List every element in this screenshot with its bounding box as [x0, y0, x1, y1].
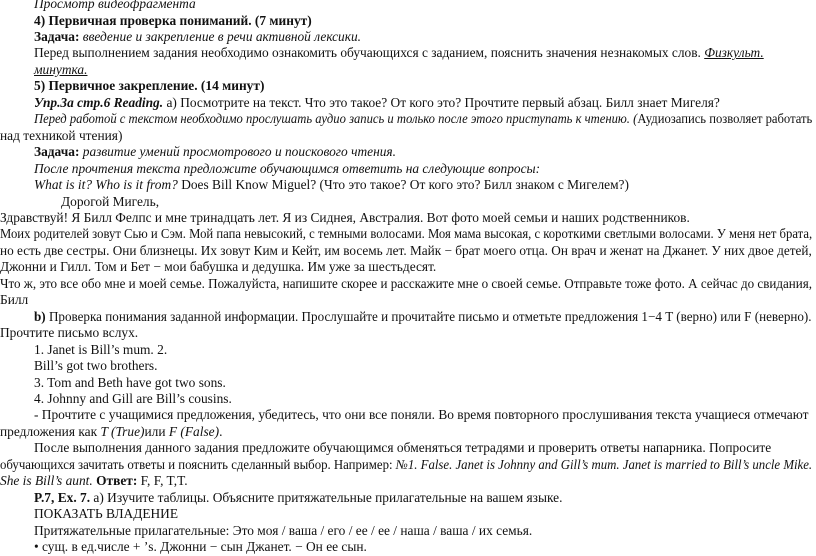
exercise-7-ref: P.7, Ex. 7.	[34, 489, 91, 505]
exercise-text: а) Посмотрите на текст. Что это такое? От кого это? Прочтите первый абзац. Билл знает Мигеля?	[163, 94, 720, 110]
letter-line: но есть две сестры. Они близнецы. Их зовут Ким и Кейт, им восемь лет. Майк − брат моего отца. Он врач и женат на Джанет. У них двое детей,	[0, 242, 812, 258]
answer-text: F, F, T,T.	[137, 473, 188, 489]
questions-english: What is it? Who is it from?	[34, 177, 178, 192]
or-text: или	[144, 423, 169, 439]
letter-line: Джонни и Гилл. Том и Бет − мои бабушка и дедушка. Им уже за шестьдесят.	[0, 259, 437, 275]
example-text: обучающихся зачитать ответы и пояснить сделанный выбор. Например:	[0, 456, 396, 472]
letter-greeting: Дорогой Мигель,	[61, 193, 160, 209]
exercise-7-text: а) Изучите таблицы. Объясните притяжательные прилагательные на вашем языке.	[90, 489, 563, 505]
statement-2: Bill’s got two brothers.	[34, 358, 158, 373]
task-b-cont: Прочтите письмо вслух.	[0, 325, 139, 341]
statement-3: 3. Tom and Beth have got two sons.	[34, 374, 226, 390]
answer-label: Ответ:	[92, 473, 138, 489]
task-label: Задача:	[34, 28, 80, 44]
example-italic-cont: She is Bill’s aunt.	[0, 473, 93, 489]
video-fragment-line: Просмотр видеофрагмента	[34, 0, 196, 11]
task-label: Задача:	[34, 144, 80, 160]
instruction-line	[34, 44, 764, 62]
reading-instruction: - Прочтите с учащимися предложения, убедитесь, что они все поняли. Во время повторного прослушивания текста учащиеся отмечают	[34, 407, 809, 423]
letter-line: Моих родителей зовут Сью и Сэм. Мой папа невысокий, с темными волосами. Моя мама высокая, с короткими светлыми волосами. У меня нет брата,	[0, 226, 813, 242]
example-italic: №1. False. Janet is Johnny and Gill’s mum. Janet is married to Bill’s uncle Mike.	[395, 456, 813, 472]
task-b-text: Проверка понимания заданной информации. Прослушайте и прочитайте письмо и отметьте предложения 1−4 T (верно) или F (неверно).	[45, 308, 812, 324]
audio-instruction-line	[34, 110, 812, 128]
true-label: T (True)	[100, 423, 145, 439]
period: .	[219, 423, 223, 439]
questions-text: Does Bill Know Miguel? (Что это такое? От кого это? Билл знаком с Мигелем?)	[177, 177, 629, 192]
possession-heading: ПОКАЗАТЬ ВЛАДЕНИЕ	[34, 506, 179, 522]
instruction-text: Перед выполнением задания необходимо ознакомить обучающихся с заданием, пояснить значения незнакомых слов.	[34, 45, 705, 61]
section-4-heading: 4) Первичная проверка пониманий. (7 минут)	[34, 12, 312, 28]
statement-4: 4. Johnny and Gill are Bill’s cousins.	[34, 390, 232, 406]
reading-instruction-text: предложения как	[0, 423, 101, 439]
task-b-line	[34, 308, 812, 326]
false-label: F (False)	[168, 423, 220, 439]
questions-intro: После прочтения текста предложите обучающимся ответить на следующие вопросы:	[34, 160, 541, 176]
physical-break-link[interactable]: Физкульт.	[704, 45, 764, 61]
section-5-heading: 5) Первичное закрепление. (14 минут)	[34, 78, 265, 94]
noun-rule-line: • сущ. в ед.числе + ’s. Джонни − сын Джанет. − Он ее сын.	[34, 539, 367, 554]
audio-instruction-cont: над техникой чтения)	[0, 127, 123, 143]
audio-instruction-text: Аудиозапись позволяет работать	[637, 111, 813, 127]
physical-break-link-cont[interactable]: минутка.	[34, 61, 88, 77]
letter-line: Здравствуй! Я Билл Фелпс и мне тринадцать лет. Я из Сиднея, Австралия. Вот фото моей семьи и наших родственников.	[0, 209, 690, 225]
letter-line: Что ж, это все обо мне и моей семье. Пожалуйста, напишите скорее и расскажите мне о своей семье. Отправьте тоже фото. А сейчас до свидания,	[0, 275, 813, 291]
task-text: введение и закрепление в речи активной лексики.	[79, 28, 362, 44]
task-text: развитие умений просмотрового и поискового чтения.	[79, 144, 396, 160]
possessive-adjectives-line: Притяжательные прилагательные: Это моя / ваша / его / ее / ее / наша / ваша / их семья.	[34, 522, 533, 538]
exercise-ref: Упр.3а стр.6 Reading.	[34, 94, 164, 110]
task-b-label: b)	[34, 308, 46, 324]
exchange-instruction: После выполнения данного задания предложите обучающимся обменяться тетрадями и проверить ответы напарника. Попросите	[34, 440, 772, 456]
audio-instruction-italic: Перед работой с текстом необходимо прослушать аудио запись и только после этого приступать к чтению. (	[34, 111, 638, 127]
letter-signature: Билл	[0, 292, 29, 308]
statement-1: 1. Janet is Bill’s mum. 2.	[34, 341, 168, 357]
